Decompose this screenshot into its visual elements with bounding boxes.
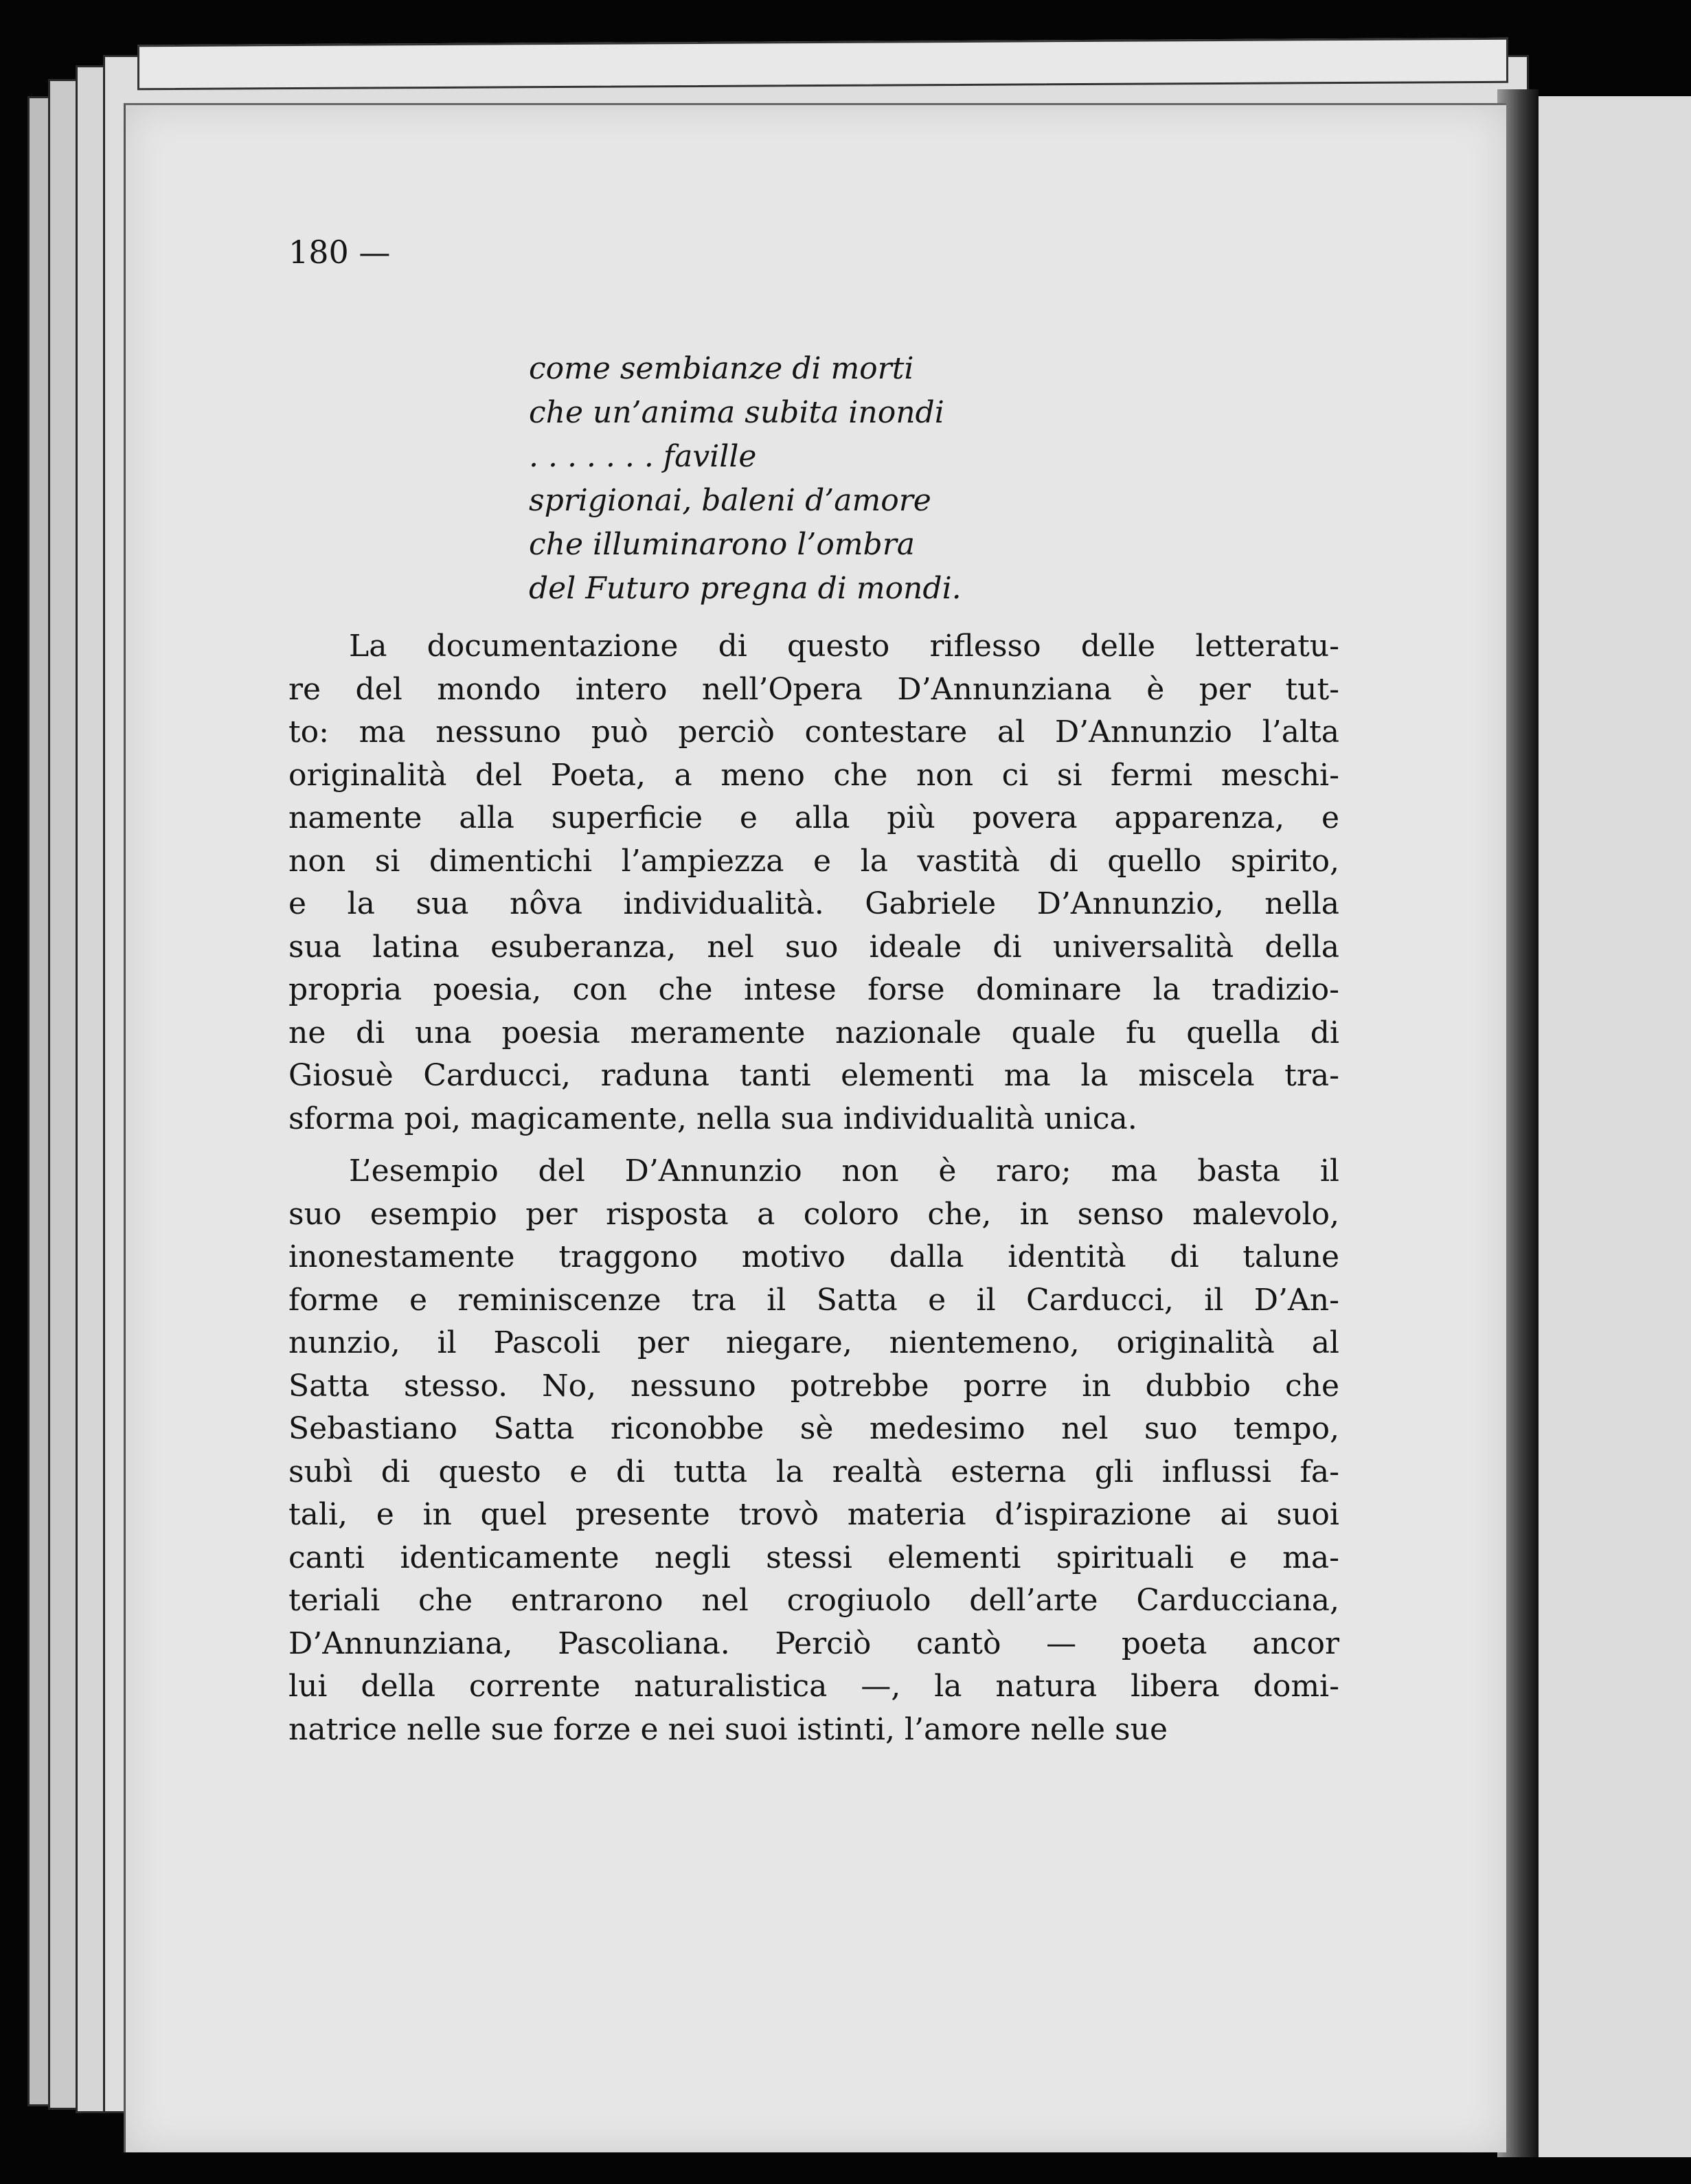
- verse-line: come sembianze di morti: [529, 351, 914, 386]
- text-line: ne di una poesia meramente nazionale quale fu quella di: [288, 1015, 1339, 1050]
- verse-line: che un’anima subita inondi: [529, 395, 944, 430]
- paragraph: [288, 1150, 1339, 1751]
- text-line: forme e reminiscenze tra il Satta e il Carducci, il D’An-: [288, 1282, 1339, 1318]
- text-line: natrice nelle sue forze e nei suoi istinti, l’amore nelle sue: [288, 1711, 1168, 1747]
- text-line: propria poesia, con che intese forse dominare la tradizio-: [288, 972, 1339, 1007]
- text-line: namente alla superficie e alla più povera apparenza, e: [288, 800, 1339, 835]
- verse-line: del Futuro pregna di mondi.: [529, 571, 962, 606]
- page-number: 180 —: [288, 234, 391, 271]
- text-line: Sebastiano Satta riconobbe sè medesimo nel suo tempo,: [288, 1411, 1339, 1446]
- body-text: [288, 625, 1339, 1761]
- text-line: re del mondo intero nell’Opera D’Annunziana è per tut-: [288, 671, 1339, 707]
- verse-line: . . . . . . . faville: [529, 439, 757, 474]
- verse-line: sprigionai, baleni d’amore: [529, 483, 931, 518]
- text-line: Giosuè Carducci, raduna tanti elementi ma la miscela tra-: [288, 1058, 1339, 1093]
- verse-line: che illuminarono l’ombra: [529, 527, 915, 562]
- text-line: originalità del Poeta, a meno che non ci si fermi meschi-: [288, 757, 1339, 793]
- text-line: teriali che entrarono nel crogiuolo dell’arte Carducciana,: [288, 1583, 1339, 1618]
- text-line: canti identicamente negli stessi elementi spirituali e ma-: [288, 1540, 1339, 1575]
- text-line: sua latina esuberanza, nel suo ideale di universalità della: [288, 929, 1339, 965]
- text-line: suo esempio per risposta a coloro che, in senso malevolo,: [288, 1196, 1339, 1232]
- top-sheet-edge: [137, 38, 1508, 90]
- facing-page: [1532, 96, 1691, 2157]
- text-line: La documentazione di questo riflesso delle letteratu-: [349, 629, 1339, 664]
- text-line: Satta stesso. No, nessuno potrebbe porre in dubbio che: [288, 1368, 1339, 1404]
- text-line: tali, e in quel presente trovò materia d’ispirazione ai suoi: [288, 1497, 1339, 1532]
- paragraph: [288, 625, 1339, 1140]
- text-line: e la sua nôva individualità. Gabriele D’Annunzio, nella: [288, 886, 1339, 921]
- text-line: nunzio, il Pascoli per niegare, nientemeno, originalità al: [288, 1325, 1339, 1360]
- text-line: inonestamente traggono motivo dalla identità di talune: [288, 1239, 1339, 1274]
- verse-quote: [529, 347, 962, 611]
- text-line: D’Annunziana, Pascoliana. Perciò cantò — poeta ancor: [288, 1625, 1339, 1661]
- text-line: to: ma nessuno può perciò contestare al D’Annunzio l’alta: [288, 714, 1339, 750]
- text-line: subì di questo e di tutta la realtà esterna gli influssi fa-: [288, 1454, 1339, 1489]
- text-line: non si dimentichi l’ampiezza e la vastità di quello spirito,: [288, 843, 1339, 879]
- text-line: lui della corrente naturalistica —, la natura libera domi-: [288, 1669, 1339, 1704]
- text-line: L’esempio del D’Annunzio non è raro; ma basta il: [349, 1153, 1339, 1189]
- text-line: sforma poi, magicamente, nella sua individualità unica.: [288, 1101, 1137, 1136]
